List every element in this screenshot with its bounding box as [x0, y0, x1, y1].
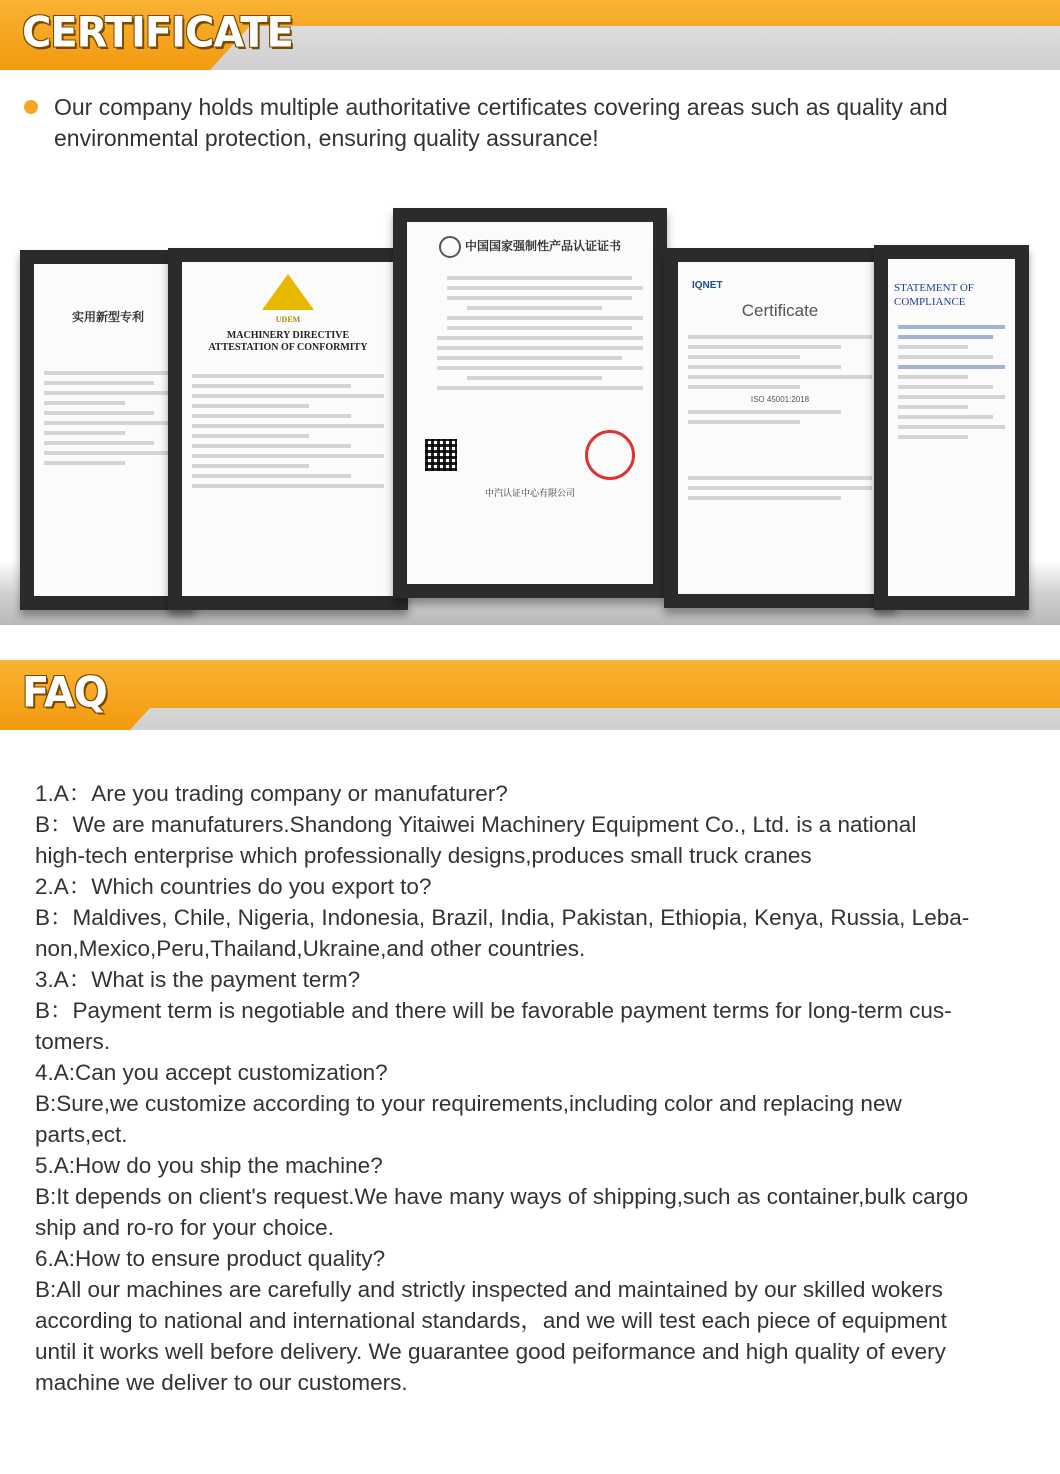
certificate-frame-iqnet — [664, 248, 896, 608]
iqnet-logo: IQNET — [692, 280, 723, 291]
faq-line: non,Mexico,Peru,Thailand,Ukraine,and other countries. — [35, 936, 586, 961]
faq-line: B:All our machines are carefully and strictly inspected and maintained by our skilled wokers — [35, 1277, 943, 1302]
certificate-paper — [182, 262, 394, 596]
faq-list — [35, 778, 1035, 1398]
udem-logo-text: UDEM — [275, 315, 301, 324]
intro-text: Our company holds multiple authoritative certificates covering areas such as quality and environmental protection, ensuring quality assurance! — [54, 94, 948, 151]
red-seal-icon — [585, 430, 635, 480]
certificate-intro — [24, 92, 1024, 154]
machinery-directive-heading: MACHINERY DIRECTIVE ATTESTATION OF CONFORMITY — [208, 330, 368, 353]
compliance-heading: STATEMENT OF COMPLIANCE — [894, 282, 974, 308]
faq-line: ship and ro-ro for your choice. — [35, 1215, 334, 1240]
faq-line: B:Sure,we customize according to your requirements,including color and replacing new — [35, 1091, 902, 1116]
certificate-wall — [0, 200, 1060, 625]
ccc-logo-icon — [439, 236, 461, 258]
certificate-banner — [0, 0, 1060, 70]
faq-line: according to national and international standards，and we will test each piece of equipment — [35, 1308, 947, 1333]
faq-line: 1.A：Are you trading company or manufaturer? — [35, 781, 508, 806]
faq-line: B:It depends on client's request.We have many ways of shipping,such as container,bulk cargo — [35, 1184, 969, 1209]
faq-banner — [0, 660, 1060, 730]
certificate-frame-machinery-directive — [168, 248, 408, 610]
patent-heading: 实用新型专利 — [72, 310, 145, 324]
bullet-dot-icon — [24, 100, 38, 114]
faq-line: parts,ect. — [35, 1122, 128, 1147]
faq-line: until it works well before delivery. We guarantee good peiformance and high quality of every — [35, 1339, 946, 1364]
certificate-paper — [888, 259, 1015, 596]
certificate-frame-compliance — [874, 245, 1029, 610]
certificate-paper — [34, 264, 181, 596]
certificate-title: CERTIFICATE — [22, 8, 293, 58]
certificate-paper — [678, 262, 882, 594]
ccc-heading: 中国国家强制性产品认证证书 — [464, 239, 621, 254]
faq-line: B：Payment term is negotiable and there will be favorable payment terms for long-term cus- — [35, 998, 952, 1023]
faq-line: machine we deliver to our customers. — [35, 1370, 408, 1395]
faq-line: 3.A：What is the payment term? — [35, 967, 361, 992]
faq-line: high-tech enterprise which professionally designs,produces small truck cranes — [35, 843, 812, 868]
qr-code-icon — [425, 439, 457, 471]
faq-line: B：We are manufaturers.Shandong Yitaiwei Machinery Equipment Co., Ltd. is a national — [35, 812, 917, 837]
faq-line: 4.A:Can you accept customization? — [35, 1060, 388, 1085]
iqnet-heading: Certificate — [741, 301, 819, 320]
faq-line: 6.A:How to ensure product quality? — [35, 1246, 386, 1271]
ccc-heading-row — [407, 236, 653, 258]
faq-line: 5.A:How do you ship the machine? — [35, 1153, 383, 1178]
certificate-frame-ccc — [393, 208, 667, 598]
certificate-paper — [407, 222, 653, 584]
faq-line: tomers. — [35, 1029, 111, 1054]
faq-line: B：Maldives, Chile, Nigeria, Indonesia, Brazil, India, Pakistan, Ethiopia, Kenya, Russia, Leba- — [35, 905, 970, 930]
ccc-issuer: 中汽认证中心有限公司 — [484, 488, 575, 498]
faq-line: 2.A：Which countries do you export to? — [35, 874, 432, 899]
iqnet-standard: ISO 45001:2018 — [750, 395, 810, 404]
udem-logo-icon — [262, 274, 314, 310]
faq-title: FAQ — [22, 668, 107, 718]
